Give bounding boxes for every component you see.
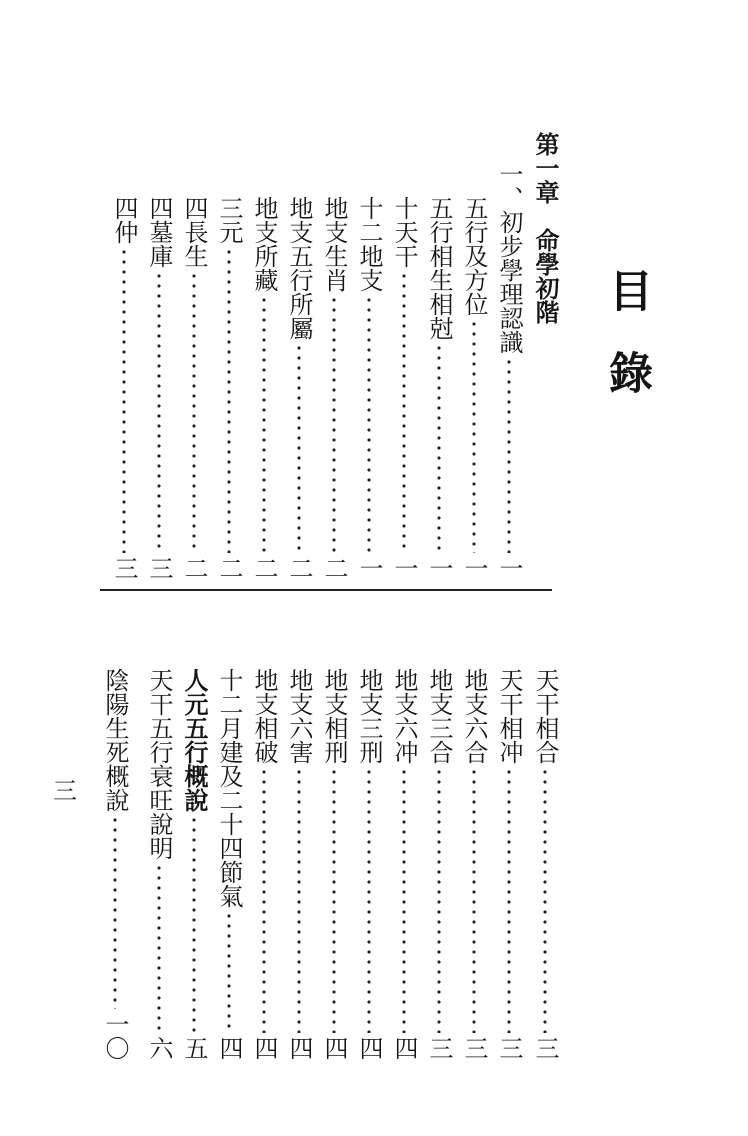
toc-entry-text: 地支相破: [250, 668, 278, 764]
toc-entry-text: 地支生肖: [320, 196, 348, 292]
dot-leader: [107, 247, 141, 553]
dot-leader: [352, 767, 386, 1033]
toc-entry: [422, 196, 456, 580]
toc-entry-text: 地支六冲: [390, 668, 418, 764]
toc-entry-text: 四長生: [180, 196, 208, 268]
dot-leader: [492, 767, 526, 1033]
dot-leader: [247, 295, 281, 553]
chapter-heading: [528, 132, 562, 322]
toc-entry-page: 三: [531, 1036, 559, 1060]
toc-entry-text: 地支五行所屬: [285, 196, 313, 340]
toc-entry-text: 四墓庫: [145, 196, 173, 268]
toc-entry-page: 一: [425, 556, 453, 580]
toc-entry-page: 一: [495, 556, 523, 580]
toc-entry-page: 二: [285, 556, 313, 580]
dot-leader: [282, 343, 316, 553]
toc-entry-text: 地支三合: [425, 668, 453, 764]
toc-entry-text: 地支相刑: [320, 668, 348, 764]
toc-entry-text: 十二月建及二十四節氣: [215, 668, 243, 908]
dot-leader: [142, 271, 176, 553]
dot-leader: [317, 767, 351, 1033]
toc-entry: [247, 668, 281, 1060]
toc-entry: [282, 668, 316, 1060]
dot-leader: [352, 295, 386, 553]
toc-entry-text: 地支所藏: [250, 196, 278, 292]
toc-entry: [352, 196, 386, 580]
toc-entry: [528, 668, 562, 1060]
toc-entry-text: 地支六害: [285, 668, 313, 764]
dot-leader: [387, 271, 421, 553]
dot-leader: [212, 911, 246, 1033]
toc-entry-page: 三: [460, 1036, 488, 1060]
page-title: 目錄: [601, 268, 652, 432]
toc-entry-page: 三: [110, 556, 138, 580]
toc-entry: [492, 668, 526, 1060]
toc-entry-text: 天干五行衰旺說明: [145, 668, 173, 860]
toc-entry-text: 十天干: [390, 196, 418, 268]
toc-entry-text: 五行及方位: [460, 196, 488, 316]
section-divider: [100, 589, 552, 591]
dot-leader: [142, 863, 176, 1033]
toc-entry-text: 四仲: [110, 196, 138, 244]
toc-entry-page: 一: [390, 556, 418, 580]
toc-entry: [317, 196, 351, 580]
toc-entry: [387, 668, 421, 1060]
toc-entry-page: 四: [250, 1036, 278, 1060]
toc-entry-page: 二: [320, 556, 348, 580]
toc-entry-page: 一: [355, 556, 383, 580]
toc-entry: [422, 668, 456, 1060]
toc-entry-page: 二: [215, 556, 243, 580]
toc-entry: [247, 196, 281, 580]
toc-entry-page: 六: [145, 1036, 173, 1060]
toc-entry-text: 十二地支: [355, 196, 383, 292]
dot-leader: [177, 271, 211, 553]
toc-entry: [457, 668, 491, 1060]
dot-leader: [247, 767, 281, 1033]
dot-leader: [422, 767, 456, 1033]
toc-entry-text: 天干相合: [531, 668, 559, 764]
toc-entry: [317, 668, 351, 1060]
toc-entry-text: 人元五行概說: [180, 668, 209, 812]
dot-leader: [528, 767, 562, 1033]
page-number: 三: [53, 777, 77, 805]
chapter-heading-text: 第一章 命學初階: [531, 132, 560, 324]
toc-entry: [282, 196, 316, 580]
toc-entry: [107, 196, 141, 580]
toc-entry-text: 地支三刑: [355, 668, 383, 764]
toc-entry-page: 四: [390, 1036, 418, 1060]
toc-entry-text: 陰陽生死概說: [101, 668, 129, 812]
dot-leader: [457, 767, 491, 1033]
toc-entry: [352, 668, 386, 1060]
toc-entry-page: 四: [285, 1036, 313, 1060]
toc-entry-page: 四: [215, 1036, 243, 1060]
toc-entry-page: 一: [460, 556, 488, 580]
toc-entry-text: 一、初步學理認識: [495, 162, 523, 354]
toc-entry: [457, 196, 491, 580]
dot-leader: [457, 319, 491, 553]
toc-entry-text: 五行相生相尅: [425, 196, 453, 340]
dot-leader: [387, 767, 421, 1033]
toc-entry-page: 四: [355, 1036, 383, 1060]
toc-entry-page: 五: [180, 1036, 208, 1060]
dot-leader: [177, 815, 211, 1033]
dot-leader: [422, 343, 456, 553]
toc-entry: [492, 162, 526, 580]
toc-entry-page: 四: [320, 1036, 348, 1060]
toc-entry: [387, 196, 421, 580]
toc-entry-page: 二: [180, 556, 208, 580]
dot-leader: [282, 767, 316, 1033]
dot-leader: [98, 815, 132, 1009]
toc-entry-page: 二: [250, 556, 278, 580]
toc-entry-page: 一〇: [101, 1012, 129, 1060]
dot-leader: [212, 247, 246, 553]
toc-entry: [142, 668, 176, 1060]
toc-entry-text: 天干相冲: [495, 668, 523, 764]
toc-entry-page: 三: [425, 1036, 453, 1060]
toc-entry: [212, 196, 246, 580]
toc-entry: [177, 196, 211, 580]
dot-leader: [492, 357, 526, 553]
dot-leader: [317, 295, 351, 553]
toc-entry-page: 三: [145, 556, 173, 580]
toc-entry-text: 地支六合: [460, 668, 488, 764]
toc-entry-page: 三: [495, 1036, 523, 1060]
toc-entry: [98, 668, 132, 1060]
toc-entry-text: 三元: [215, 196, 243, 244]
toc-entry: [142, 196, 176, 580]
toc-entry: [177, 668, 211, 1060]
toc-entry: [212, 668, 246, 1060]
